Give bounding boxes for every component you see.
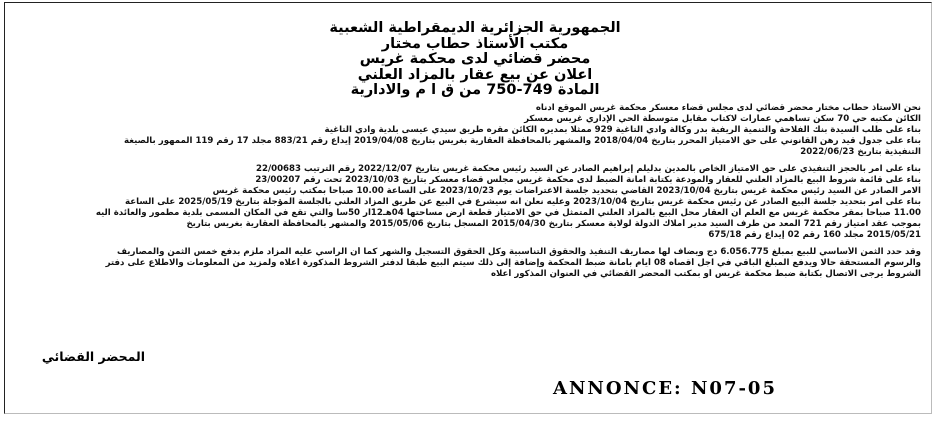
notice-header bbox=[125, 21, 825, 99]
body-line: بناء على امر بالحجز التنفيذي على حق الامتياز الخاص بالمدين بدليلم إبراهيم الصادر عن السيد رئيس محكمة غريس بتاريخ 2022/12/07 رقم الترتيب 22/00683 bbox=[256, 164, 921, 174]
body-line: الشروط يرجى الاتصال بكتابة ضبط محكمة غريس أو بمكتب المحضر القضائي في العنوان المذكور أعلاه bbox=[490, 269, 921, 279]
body-line: الامر الصادر عن السيد رئيس محكمة غريس بتاريخ 2023/10/04 القاضي بتحديد جلسة الاعتراضات يوم 2023/10/23 على الساعة 10.00 صباحا بمكتب رئيس محكمة غريس bbox=[212, 186, 921, 196]
office-heading: مكتب الأستاذ حطاب مختار bbox=[381, 35, 569, 52]
notice-body bbox=[29, 103, 921, 280]
body-line: الكائن مكتبه حي 70 سكن تساهمي عمارات لاكتاب مقابل متوسطة الحي الإداري غريس معسكر bbox=[524, 114, 921, 124]
body-line: 11.00 صباحا بمقر محكمة غريس مع العلم أن العقار محل البيع بالمزاد العلني المتمثل في حق الامتياز قطعة ارض مساحتها 04هـ12آر 50سا والتي تقع في المكان المسمى بلدية مطمور والعائدة اليه bbox=[95, 208, 921, 218]
body-line: بناء على قائمة شروط البيع بالمزاد العلني للعقار والمودعة بكتابة امانة الضبط لدى محكمة غريس مجلس قضاء معسكر بتاريخ 2023/10/03 تحت رقم 23/00207 bbox=[255, 175, 921, 185]
legal-article: المادة 749-750 من ق ا م والادارية bbox=[350, 82, 600, 99]
body-line: والرسوم المستحقة حالا ويدفع المبلغ الباقي في اجل أقصاه 08 أيام بأمانة ضبط المحكمة وإضافة إلى ذلك سيتم البيع طبقا لدفتر الشروط المذكورة أعلاه ولمزيد من المعلومات والاطلاع على دفتر bbox=[105, 258, 921, 268]
body-line: نحن الأستاذ حطاب مختار محضر قضائي لدى مجلس قضاء معسكر محكمة غريس الموقع ادناه bbox=[535, 103, 921, 113]
body-line: التنفيذية بتاريخ 2022/06/23 bbox=[800, 147, 921, 157]
annonce-number: ANNONCE: N07-05 bbox=[553, 378, 777, 399]
republic-heading: الجمهورية الجزائرية الديمقراطية الشعبية bbox=[329, 20, 621, 36]
body-line: بموجب عقد امتياز رقم 721 المعد من طرف السيد مدير أملاك الدولة لولاية معسكر بتاريخ 2015/04/30 المسجل بتاريخ 2015/05/06 والمشهر بالمحافظة العقارية بغريس بتاريخ bbox=[186, 219, 921, 229]
legal-notice bbox=[4, 2, 932, 414]
body-line: بناء على جدول قيد رهن القانوني على حق الامتياز المحرر بتاريخ 2018/04/04 والمشهر بالمحافظة العقارية بغريس بتاريخ 2019/04/08 إيداع رقم 883/21 مجلد 17 رقم 119 الممهور بالصيغة bbox=[124, 136, 921, 146]
body-line: بناء على امر بتحديد جلسة البيع الصادر عن رئيس محكمة غريس بتاريخ 2023/10/04 وعليه نعلن انه سيشرع في البيع عن طريق المزاد العلني بالجلسة المؤجلة بتاريخ 2025/05/19 على الساعة bbox=[125, 197, 921, 207]
body-line: بناء على طلب السيدة بنك الفلاحة والتنمية الريفية بدر وكالة وادي التاغية 929 ممثلا بمديره الكائن مقره طريق سيدي عيسى بلدية وادي التاغية bbox=[324, 125, 921, 135]
signature: المحضر القضائي bbox=[41, 349, 145, 364]
body-line: 2015/05/21 مجلد 160 رقم 02 إيداع رقم 675/18 bbox=[708, 230, 921, 240]
court-heading: محضر قضائي لدى محكمة غريس bbox=[359, 51, 591, 68]
body-line: وقد حدد الثمن الأساسي للبيع بمبلغ 6.056.775 دج ويضاف لها مصاريف التنفيذ والحقوق التناسبية وكل الحقوق التسجيل والشهر كما أن الراسي عليه المزاد ملزم بدفع خمس الثمن والمصاريف bbox=[117, 247, 921, 257]
notice-title: اعلان عن بيع عقار بالمزاد العلني bbox=[357, 66, 593, 83]
